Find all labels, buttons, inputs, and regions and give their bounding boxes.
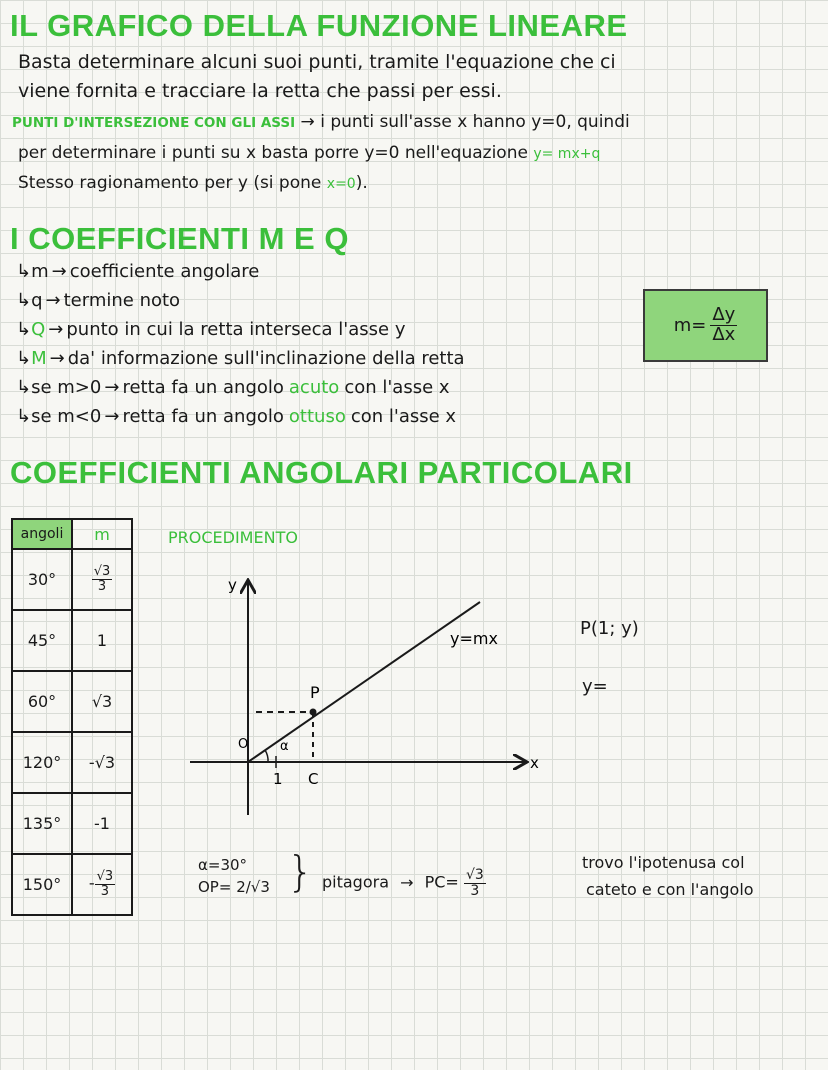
coefficient-text: coefficiente angolare — [69, 261, 260, 282]
paragraph-line-2: viene fornita e tracciare la retta che passi per essi. — [18, 80, 502, 102]
point-p-dot — [310, 709, 317, 716]
slope-text: √3 — [91, 692, 113, 711]
coefficient-key: q — [31, 290, 43, 311]
slope-text: - — [88, 874, 95, 893]
coefficient-text: termine noto — [63, 290, 181, 311]
formula-numerator: Δy — [712, 304, 736, 326]
coefficient-key: m — [31, 261, 49, 282]
slope-cell — [72, 671, 132, 732]
coefficient-key: se m>0 — [31, 377, 102, 398]
slope-cell — [72, 610, 132, 671]
label-one: 1 — [273, 770, 283, 788]
point-p-label: P(1; y) — [580, 618, 639, 639]
intersections-label: PUNTI D'INTERSEZIONE CON GLI ASSI — [12, 115, 296, 131]
pc-denominator: 3 — [470, 882, 480, 899]
coefficient-item — [16, 373, 465, 402]
coefficient-item — [16, 286, 465, 315]
coefficient-item — [16, 344, 465, 373]
label-line-eq: y=mx — [450, 629, 498, 648]
coefficient-text: retta fa un angolo — [122, 406, 284, 427]
coefficient-list — [16, 257, 465, 431]
slope-text: -√3 — [88, 753, 116, 772]
slope-text: 1 — [96, 631, 108, 650]
coefficient-highlight: ottuso — [288, 406, 346, 427]
table-row — [12, 732, 132, 793]
angle-cell: 150° — [12, 854, 72, 915]
coefficient-text: da' informazione sull'inclinazione della retta — [67, 348, 465, 369]
label-x: x — [530, 754, 539, 772]
section-title-particolari: COEFFICIENTI ANGOLARI PARTICOLARI — [10, 455, 633, 490]
arrow-icon: → — [300, 112, 315, 132]
slope-cell — [72, 732, 132, 793]
table-row — [12, 793, 132, 854]
label-origin: O — [238, 737, 249, 752]
slope-numerator: √3 — [93, 564, 111, 580]
angle-cell: 60° — [12, 671, 72, 732]
table-header-row — [12, 519, 132, 549]
coefficient-arrow: → — [104, 377, 120, 398]
slope-denominator: 3 — [100, 884, 110, 899]
op-equation — [198, 878, 270, 896]
section-title-coefficienti: I COEFFICIENTI M E Q — [10, 221, 349, 256]
coefficient-tail: con l'asse x — [350, 406, 457, 427]
line4-equation: y= mx+q — [533, 146, 601, 162]
y-equals-label: y= — [582, 676, 608, 697]
label-alpha: α — [280, 739, 289, 754]
line-y-mx — [248, 602, 480, 762]
line4-text: per determinare i punti su x basta porre y=0 nell'equazione — [18, 143, 528, 163]
coefficient-text: retta fa un angolo — [122, 377, 284, 398]
note-line-2: cateto e con l'angolo — [586, 880, 754, 899]
formula-lhs: m= — [673, 315, 707, 336]
line-graph — [180, 570, 550, 820]
coefficient-item — [16, 257, 465, 286]
angle-arc — [265, 750, 268, 762]
paragraph-line-1: Basta determinare alcuni suoi punti, tramite l'equazione che ci — [18, 51, 616, 73]
arrow-icon: → — [400, 872, 414, 892]
slope-denominator: 3 — [97, 579, 107, 594]
slope-fraction — [92, 565, 113, 593]
coefficient-prefix: ↳ — [16, 406, 32, 427]
op-lhs: OP= — [198, 878, 232, 896]
slope-cell — [72, 854, 132, 915]
coefficient-arrow: → — [45, 290, 61, 311]
pitagora-text: pitagora — [322, 872, 390, 892]
slope-formula-box — [643, 289, 768, 362]
coefficient-arrow: → — [51, 261, 67, 282]
slope-cell — [72, 549, 132, 610]
coefficient-key: Q — [31, 319, 46, 340]
alpha-equation: α=30° — [198, 856, 248, 874]
coefficient-prefix: ↳ — [16, 261, 32, 282]
angles-table-body — [12, 549, 132, 915]
coefficient-prefix: ↳ — [16, 348, 32, 369]
intersections-text: i punti sull'asse x hanno y=0, quindi — [320, 112, 630, 132]
slope-cell — [72, 793, 132, 854]
pitagora-line — [322, 868, 486, 898]
angle-cell: 135° — [12, 793, 72, 854]
coefficient-text: punto in cui la retta interseca l'asse y — [66, 319, 406, 340]
coefficient-key: M — [31, 348, 47, 369]
slope-text: -1 — [94, 814, 110, 833]
coefficient-prefix: ↳ — [16, 377, 32, 398]
table-header-m: m — [72, 519, 132, 549]
label-c: C — [308, 770, 319, 788]
slope-numerator: √3 — [96, 869, 114, 885]
formula-denominator: Δx — [712, 324, 736, 345]
table-row — [12, 854, 132, 915]
paragraph-line-5 — [18, 173, 368, 193]
line5-text: Stesso ragionamento per y (si pone — [18, 173, 322, 193]
note-line-1: trovo l'ipotenusa col — [582, 853, 745, 872]
pc-lhs: PC= — [424, 872, 459, 892]
op-rhs: 2/√3 — [236, 878, 270, 896]
section-title-grafico: IL GRAFICO DELLA FUNZIONE LINEARE — [10, 8, 628, 43]
table-header-angoli: angoli — [12, 519, 72, 549]
formula-fraction — [710, 306, 737, 345]
coefficient-key: se m<0 — [31, 406, 102, 427]
pc-fraction — [464, 868, 486, 898]
table-row — [12, 671, 132, 732]
slope-fraction — [95, 870, 116, 898]
table-row — [12, 610, 132, 671]
pc-numerator: √3 — [465, 867, 484, 883]
coefficient-item — [16, 402, 465, 431]
paragraph-line-4 — [18, 143, 600, 163]
brace-icon: } — [287, 847, 314, 896]
coefficient-prefix: ↳ — [16, 319, 32, 340]
paragraph-line-3 — [12, 112, 630, 132]
angle-cell: 45° — [12, 610, 72, 671]
line5-end: ). — [355, 173, 368, 193]
angle-cell: 120° — [12, 732, 72, 793]
label-p: P — [310, 683, 320, 702]
coefficient-arrow: → — [104, 406, 120, 427]
coefficient-arrow: → — [48, 319, 64, 340]
coefficient-prefix: ↳ — [16, 290, 32, 311]
table-row — [12, 549, 132, 610]
procedimento-label: PROCEDIMENTO — [168, 528, 298, 547]
angles-table — [11, 518, 133, 916]
coefficient-item — [16, 315, 465, 344]
angle-cell: 30° — [12, 549, 72, 610]
coefficient-highlight: acuto — [288, 377, 340, 398]
coefficient-tail: con l'asse x — [344, 377, 450, 398]
line5-equation: x=0 — [326, 176, 356, 192]
coefficient-arrow: → — [49, 348, 65, 369]
label-y: y — [228, 576, 237, 594]
